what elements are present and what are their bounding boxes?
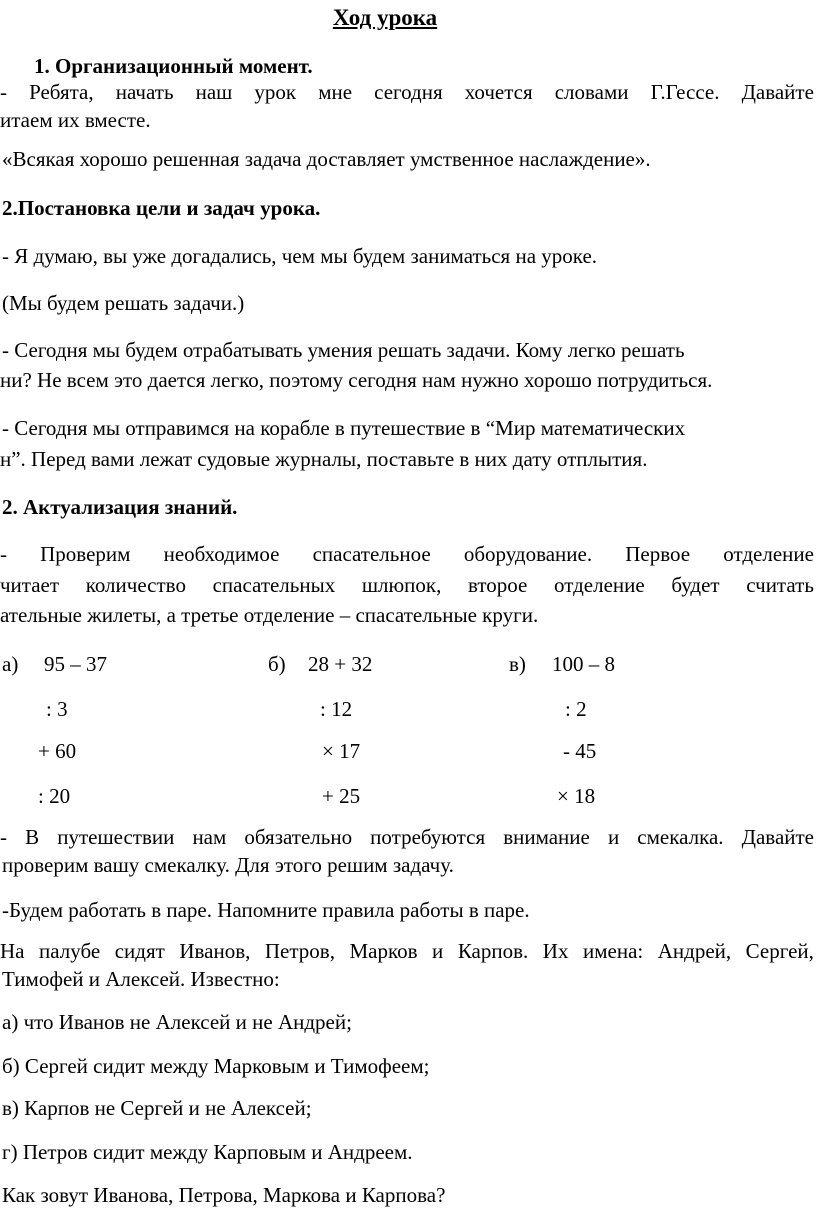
s3-line2 [0,575,814,596]
word: и [432,939,444,963]
section-3-title: . Актуализация знаний. [12,495,238,519]
word: Проверим [40,542,131,566]
word: сегодня [374,80,443,104]
s3-p2-line2: проверим вашу смекалку. Для этого решим задачу. [2,853,454,877]
s3-line3: ательные жилеты, а третье отделение – спасательные круги. [0,603,539,627]
quote: «Всякая хорошо решенная задача доставляет умственное наслаждение». [2,147,651,171]
word: внимание [503,825,590,849]
s2-p2: (Мы будем решать задачи.) [2,291,245,315]
chain-c-row: 100 – 8 [552,652,615,676]
condition-c: в) Карпов не Сергей и не Алексей; [2,1096,312,1120]
chain-a-row: + 60 [38,739,77,763]
word: количество [85,573,186,597]
word: словами [554,80,629,104]
chain-b-label: б) [268,652,286,676]
word: - [0,80,7,104]
word: Марков [349,939,418,963]
word: Давайте [741,825,814,849]
word: отделение [723,542,814,566]
s2-p4-line2: н”. Перед вами лежат судовые журналы, поставьте в них дату отплытия. [0,447,648,471]
word: Г.Гессе. [650,80,720,104]
word: читает [0,573,60,597]
word: урок [254,80,297,104]
word: Иванов, [179,939,251,963]
chain-c-row: × 18 [557,784,596,808]
word: - [0,825,7,849]
word: имена: [582,939,644,963]
section-2-heading: 2.Постановка цели и задач урока. [2,196,321,220]
word: На [0,939,25,963]
word: спасательных [212,573,336,597]
word: хочется [464,80,533,104]
word: Петров, [264,939,335,963]
chain-b-row: × 17 [322,739,361,763]
word: наш [195,80,233,104]
task-question: Как зовут Иванова, Петрова, Маркова и Карпова? [2,1183,446,1207]
condition-b: б) Сергей сидит между Марковым и Тимофеем; [2,1054,430,1078]
word: оборудование. [463,542,593,566]
chain-b-row: : 12 [320,697,353,721]
word: Давайте [741,80,814,104]
word: спасательное [312,542,431,566]
section-1-heading: 1. Организационный момент. [34,54,313,78]
chain-a-row: : 3 [46,697,68,721]
word: шлюпок, [361,573,442,597]
word: Андрей, [657,939,732,963]
word: нам [192,825,227,849]
chain-c-row: : 2 [565,697,587,721]
section-3-heading [2,497,237,518]
word: Карпов. [457,939,529,963]
s3-p2-line1 [0,827,814,848]
word: Первое [625,542,691,566]
word: необходимое [163,542,280,566]
s2-p3-line1: - Сегодня мы будем отрабатывать умения решать задачи. Кому легко решать [2,338,685,362]
s2-p1: - Я думаю, вы уже догадались, чем мы будем заниматься на уроке. [2,244,598,268]
word: считать [746,573,814,597]
chain-a-row: 95 – 37 [44,652,107,676]
s2-p4-line1: - Сегодня мы отправимся на корабле в путешествие в “Мир математических [2,416,686,440]
word: обязательно [244,825,353,849]
word: палубе [39,939,101,963]
chain-a-label: а) [2,652,19,676]
s3-line1 [0,544,814,565]
word: путешествии [57,825,175,849]
chain-b-row: 28 + 32 [308,652,373,676]
condition-d: г) Петров сидит между Карповым и Андреем. [2,1140,413,1164]
s2-p3-line2: ни? Не всем это дается легко, поэтому сегодня нам нужно хорошо потрудиться. [0,368,713,392]
chain-b-row: + 25 [322,784,361,808]
chain-c-label: в) [509,652,526,676]
word: и [607,825,620,849]
pair-work: -Будем работать в паре. Напомните правила работы в паре. [2,898,530,922]
word: начать [115,80,174,104]
word: будет [671,573,720,597]
word: сидят [114,939,165,963]
word: Их [542,939,569,963]
word: потребуются [370,825,486,849]
section-3-number: 2 [2,495,13,519]
word: смекалка. [637,825,724,849]
word: второе [468,573,528,597]
word: мне [318,80,353,104]
word: - [0,542,7,566]
word: Ребята, [29,80,94,104]
word: В [25,825,40,849]
s1-line2: итаем их вместе. [0,108,151,132]
task-line1 [0,941,814,962]
task-line2: Тимофей и Алексей. Известно: [2,967,280,991]
word: Сергей, [745,939,814,963]
chain-c-row: - 45 [563,739,597,763]
s1-line1 [0,82,814,103]
page-title: Ход урока [332,5,438,30]
chain-a-row: : 20 [38,784,71,808]
word: отделение [554,573,645,597]
condition-a: а) что Иванов не Алексей и не Андрей; [2,1010,352,1034]
